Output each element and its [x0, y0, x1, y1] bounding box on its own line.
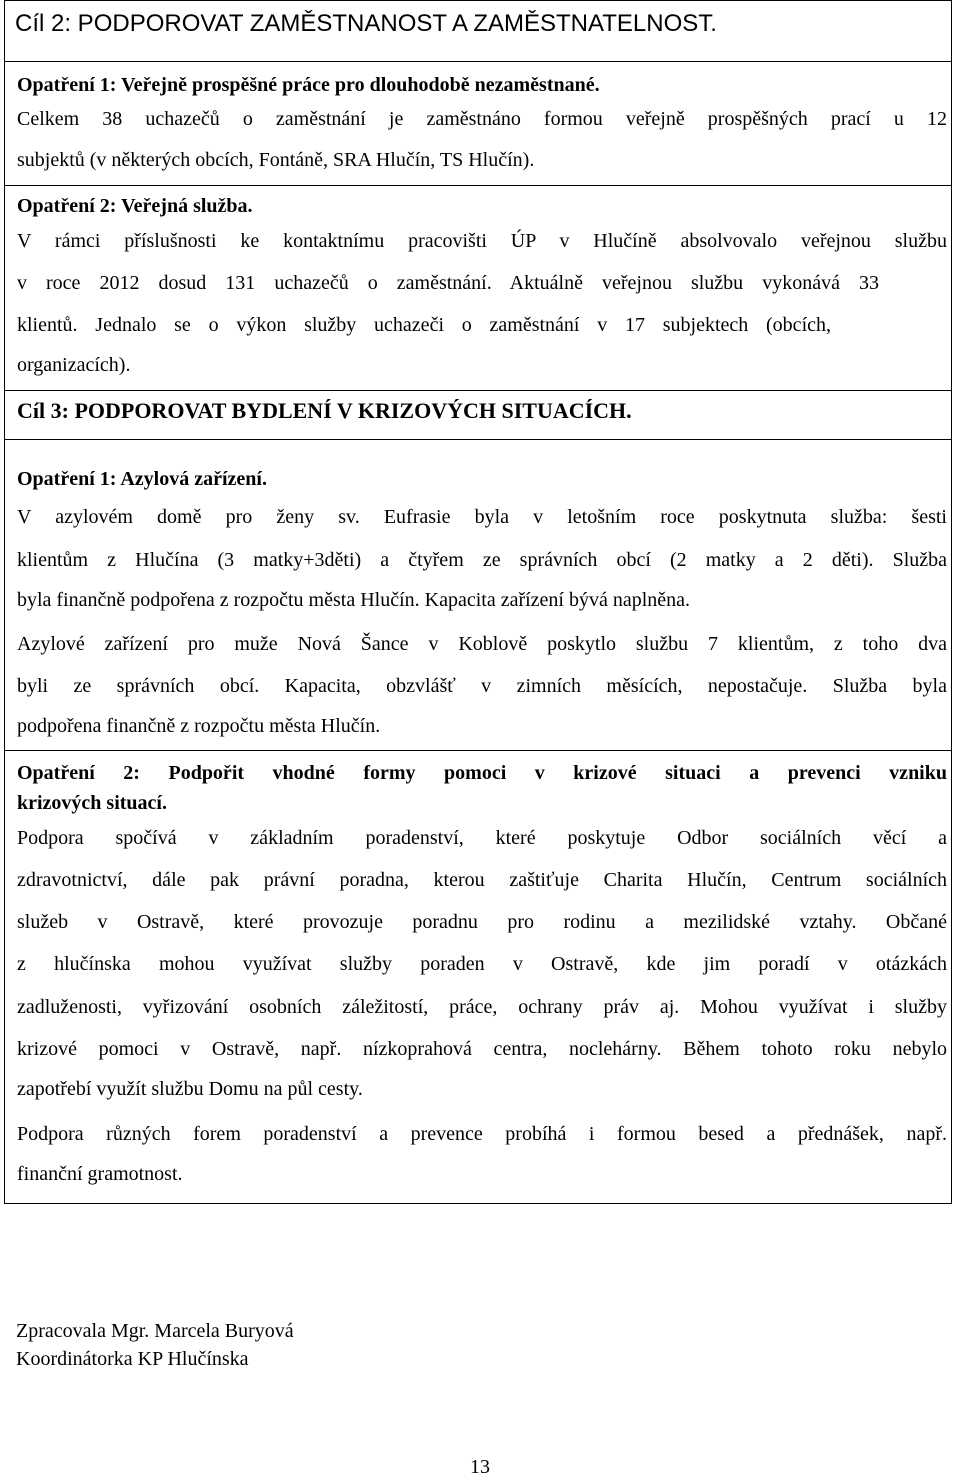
- cil3-op1-line-2: klientům z Hlučína (3 matky+3děti) a čtyřem ze správních obcí (2 matky a 2 děti). Služba: [17, 549, 947, 571]
- cil2-measures-box: [4, 61, 952, 391]
- page-number: 13: [470, 1456, 490, 1478]
- signature-role: Koordinátorka KP Hlučínska: [16, 1348, 249, 1370]
- cil3-op2-line-7: zapotřebí využít službu Domu na půl cesty.: [17, 1078, 363, 1100]
- cil3-op2-line-9: finanční gramotnost.: [17, 1163, 183, 1185]
- cil2-title: Cíl 2: PODPOROVAT ZAMĚSTNANOST A ZAMĚSTNATELNOST.: [15, 10, 717, 37]
- cil2-op2-line-1: V rámci příslušnosti ke kontaktnímu pracovišti ÚP v Hlučíně absolvovalo veřejnou službu: [17, 230, 947, 252]
- cil3-op2-line-4: z hlučínska mohou využívat služby poraden v Ostravě, kde jim poradí v otázkách: [17, 953, 947, 975]
- cil3-op2-line-1: Podpora spočívá v základním poradenství, které poskytuje Odbor sociálních věcí a: [17, 827, 947, 849]
- cil3-divider: [5, 750, 951, 751]
- cil2-op1-heading: Opatření 1: Veřejně prospěšné práce pro dlouhodobě nezaměstnané.: [17, 74, 600, 96]
- cil3-op2-line-3: služeb v Ostravě, které provozuje poradnu pro rodinu a mezilidské vztahy. Občané: [17, 911, 947, 933]
- cil3-op2-line-2: zdravotnictví, dále pak právní poradna, kterou zaštiťuje Charita Hlučín, Centrum sociálních: [17, 869, 947, 891]
- cil3-op2-line-8: Podpora různých forem poradenství a prevence probíhá i formou besed a přednášek, např.: [17, 1123, 947, 1145]
- cil3-op1-heading: Opatření 1: Azylová zařízení.: [17, 468, 267, 490]
- cil3-op1-line-6: podpořena finančně z rozpočtu města Hlučín.: [17, 715, 381, 737]
- cil3-op2-line-6: krizové pomoci v Ostravě, např. nízkoprahová centra, noclehárny. Během tohoto roku nebylo: [17, 1038, 947, 1060]
- cil3-measures-box: [4, 439, 952, 1204]
- cil2-op2-heading: Opatření 2: Veřejná služba.: [17, 195, 253, 217]
- signature-author: Zpracovala Mgr. Marcela Buryová: [16, 1320, 294, 1342]
- cil3-title: Cíl 3: PODPOROVAT BYDLENÍ V KRIZOVÝCH SITUACÍCH.: [17, 398, 632, 423]
- cil3-op2-heading-line-1: Opatření 2: Podpořit vhodné formy pomoci v krizové situaci a prevenci vzniku: [17, 762, 947, 784]
- cil2-divider: [5, 185, 951, 186]
- cil3-op2-line-5: zadluženosti, vyřizování osobních záležitostí, práce, ochrany práv aj. Mohou využívat i služby: [17, 996, 947, 1018]
- cil3-op1-line-4: Azylové zařízení pro muže Nová Šance v Koblově poskytlo službu 7 klientům, z toho dva: [17, 633, 947, 655]
- cil3-op1-line-5: byli ze správních obcí. Kapacita, obzvlášť v zimních měsících, nepostačuje. Služba byla: [17, 675, 947, 697]
- cil3-op2-heading-line-2: krizových situací.: [17, 792, 167, 814]
- cil2-op2-line-2: v roce 2012 dosud 131 uchazečů o zaměstnání. Aktuálně veřejnou službu vykonává 33: [17, 272, 879, 294]
- cil2-op1-line-1: Celkem 38 uchazečů o zaměstnání je zaměstnáno formou veřejně prospěšných prací u 12: [17, 108, 947, 130]
- cil2-title-box: [4, 0, 952, 62]
- cil2-op1-line-2: subjektů (v některých obcích, Fontáně, SRA Hlučín, TS Hlučín).: [17, 149, 535, 171]
- cil3-op1-line-1: V azylovém domě pro ženy sv. Eufrasie byla v letošním roce poskytnuta služba: šesti: [17, 506, 947, 528]
- cil3-op1-line-3: byla finančně podpořena z rozpočtu města Hlučín. Kapacita zařízení bývá naplněna.: [17, 589, 691, 611]
- cil3-title-box: [4, 390, 952, 440]
- cil2-op2-line-4: organizacích).: [17, 354, 131, 376]
- cil2-op2-line-3: klientů. Jednalo se o výkon služby uchazeči o zaměstnání v 17 subjektech (obcích,: [17, 314, 831, 336]
